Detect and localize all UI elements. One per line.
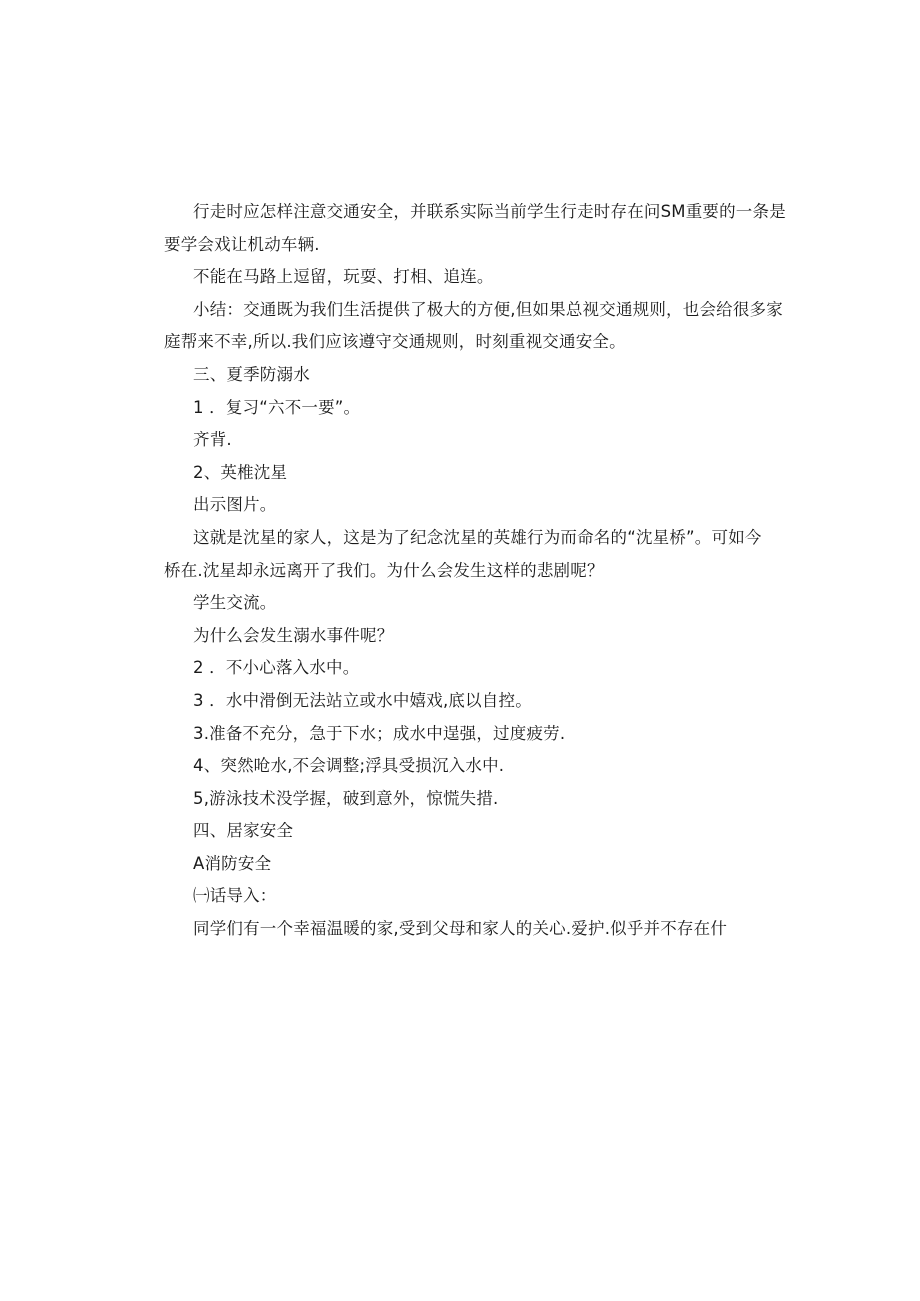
paragraph-line-4: 小结：交通既为我们生活提供了极大的方便,但如果总视交通规则，也会给很多家 [193, 299, 783, 319]
subsection-heading-intro: ㈠话导入： [193, 886, 277, 906]
section-heading-summer-drowning: 三、夏季防溺水 [193, 364, 310, 384]
list-item-reason-4: 4、突然呛水,不会调整;浮具受损沉入水中. [193, 756, 505, 776]
paragraph-line-5: 庭帮来不幸,所以.我们应该遵守交通规则，时刻重视交通安全。 [164, 332, 626, 352]
list-item-reason-2: 2 ．不小心落入水中。 [193, 658, 360, 678]
list-item-reason-3a: 3 ．水中滑倒无法站立或水中嬉戏,底以自控。 [193, 690, 532, 710]
paragraph-line-recite: 齐背. [193, 430, 232, 450]
paragraph-line-2: 要学会戏让机动车辆. [164, 234, 320, 254]
list-item-review: 1 ．复习“六不一要”。 [193, 397, 361, 417]
document-body [164, 196, 786, 946]
section-heading-home-safety: 四、居家安全 [193, 821, 294, 841]
paragraph-line-why-drowning: 为什么会发生溺水事件呢？ [193, 625, 394, 645]
paragraph-line-students-discuss: 学生交流。 [193, 593, 277, 613]
paragraph-line-shenxing-2: 桥在.沈星却永远离开了我们。为什么会发生这样的悲剧呢？ [164, 560, 604, 580]
list-item-reason-3b: 3.准备不充分，急于下水；成水中逞强，过度疲劳. [193, 723, 566, 743]
list-item-hero: 2、英椎沈星 [193, 462, 288, 482]
paragraph-line-1: 行走时应怎样注意交通安全，并联系实际当前学生行走时存在问SM重要的一条是 [193, 202, 786, 221]
paragraph-line-warm-home: 同学们有一个幸福温暖的家,受到父母和家人的关心.爱护.似乎并不存在什 [193, 919, 728, 939]
subsection-heading-fire-safety: A消防安全 [193, 853, 272, 873]
paragraph-line-3: 不能在马路上逗留，玩耍、打相、追连。 [193, 267, 494, 287]
paragraph-line-show-picture: 出示图片。 [193, 495, 277, 515]
list-item-reason-5: 5,游泳技术没学握，破到意外，惊慌失措. [193, 788, 499, 808]
paragraph-line-shenxing-1: 这就是沈星的家人，这是为了纪念沈星的英雄行为而命名的“沈星桥”。可如今 [193, 527, 762, 547]
